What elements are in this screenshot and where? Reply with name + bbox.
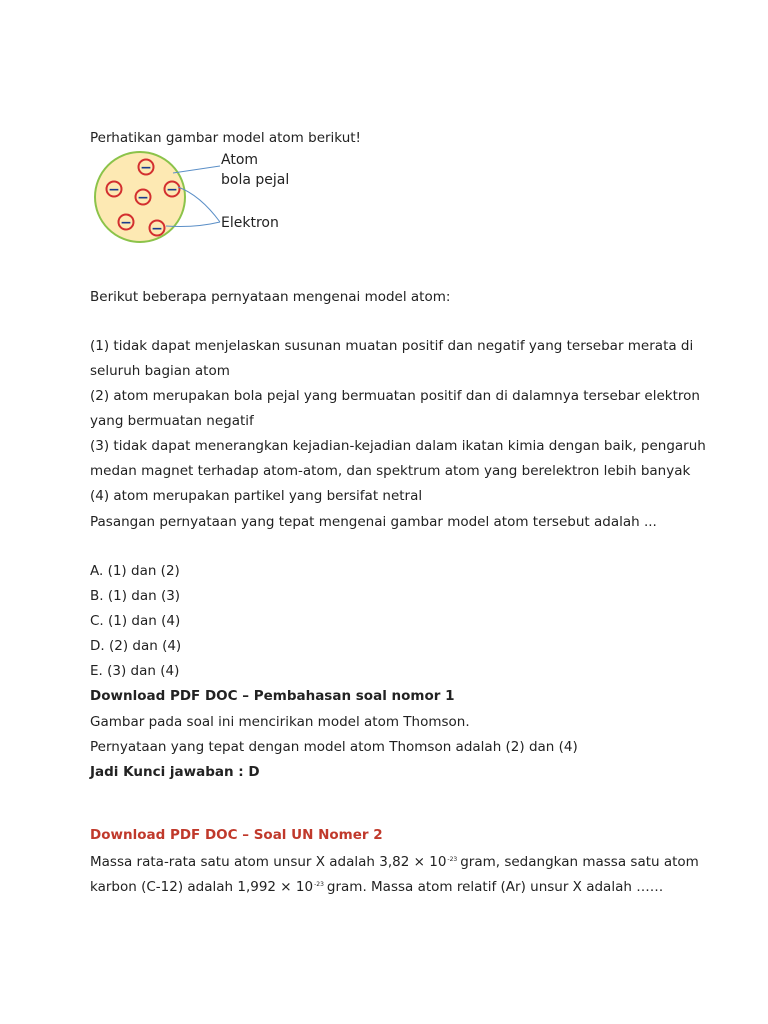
option-a: A. (1) dan (2) bbox=[90, 563, 180, 579]
thomson-atom-figure bbox=[90, 140, 320, 260]
discussion-line-1: Gambar pada soal ini mencirikan model atom Thomson. bbox=[90, 714, 470, 730]
electron bbox=[107, 182, 122, 199]
statement-4-line-1: (4) atom merupakan partikel yang bersifat netral bbox=[90, 488, 423, 504]
option-d: D. (2) dan (4) bbox=[90, 638, 182, 654]
solid-sphere-label: bola pejal bbox=[221, 172, 290, 188]
statement-2-line-1: (2) atom merupakan bola pejal yang bermuatan positif dan di dalamnya tersebar elektron bbox=[90, 388, 700, 404]
answer-key: Jadi Kunci jawaban : D bbox=[90, 764, 260, 780]
option-c: C. (1) dan (4) bbox=[90, 613, 181, 629]
electron bbox=[119, 215, 134, 232]
svg-text:−: − bbox=[140, 160, 152, 176]
svg-text:−: − bbox=[137, 190, 149, 206]
svg-text:−: − bbox=[108, 182, 120, 198]
option-e: E. (3) dan (4) bbox=[90, 663, 180, 679]
intro-text: Perhatikan gambar model atom berikut! bbox=[90, 130, 361, 146]
svg-text:−: − bbox=[166, 182, 178, 198]
statement-1-line-2: seluruh bagian atom bbox=[90, 363, 230, 379]
exponent: -23 bbox=[447, 856, 458, 863]
relative-mass-question-text: gram. Massa atom relatif (Ar) unsur X adalah …… bbox=[326, 879, 664, 895]
svg-text:−: − bbox=[151, 221, 163, 237]
statements-intro: Berikut beberapa pernyataan mengenai model atom: bbox=[90, 289, 451, 305]
discussion-heading-link[interactable]: Download PDF DOC – Pembahasan soal nomor 1 bbox=[90, 688, 455, 704]
discussion-line-2: Pernyataan yang tepat dengan model atom Thomson adalah (2) dan (4) bbox=[90, 739, 578, 755]
next-question-line-2 bbox=[90, 876, 663, 896]
electron bbox=[139, 160, 154, 177]
atom-label: Atom bbox=[221, 152, 259, 168]
next-question-line-1 bbox=[90, 851, 699, 871]
electron bbox=[165, 182, 180, 199]
statement-3-line-1: (3) tidak dapat menerangkan kejadian-kejadian dalam ikatan kimia dengan baik, pengaruh bbox=[90, 438, 706, 454]
electron bbox=[136, 190, 151, 207]
mass-x-text: Massa rata-rata satu atom unsur X adalah 3,82 × 10 bbox=[90, 854, 447, 870]
statement-3-line-2: medan magnet terhadap atom-atom, dan spektrum atom yang berelektron lebih banyak bbox=[90, 463, 691, 479]
exponent: -23 bbox=[314, 881, 324, 888]
statement-2-line-2: yang bermuatan negatif bbox=[90, 413, 254, 429]
carbon-mass-text: karbon (C-12) adalah 1,992 × 10 bbox=[90, 879, 314, 895]
atom-diagram bbox=[90, 140, 320, 260]
question-text: Pasangan pernyataan yang tepat mengenai gambar model atom tersebut adalah ... bbox=[90, 514, 657, 530]
mass-carbon-lead-text: gram, sedangkan massa satu atom bbox=[460, 854, 699, 870]
statement-1-line-1: (1) tidak dapat menjelaskan susunan muatan positif dan negatif yang tersebar merata di bbox=[90, 338, 694, 354]
svg-text:−: − bbox=[120, 215, 132, 231]
next-question-heading-link[interactable]: Download PDF DOC – Soal UN Nomer 2 bbox=[90, 827, 383, 843]
option-b: B. (1) dan (3) bbox=[90, 588, 181, 604]
electron-label: Elektron bbox=[221, 215, 279, 231]
electron bbox=[150, 221, 165, 238]
atom-pointer-line bbox=[173, 166, 220, 173]
